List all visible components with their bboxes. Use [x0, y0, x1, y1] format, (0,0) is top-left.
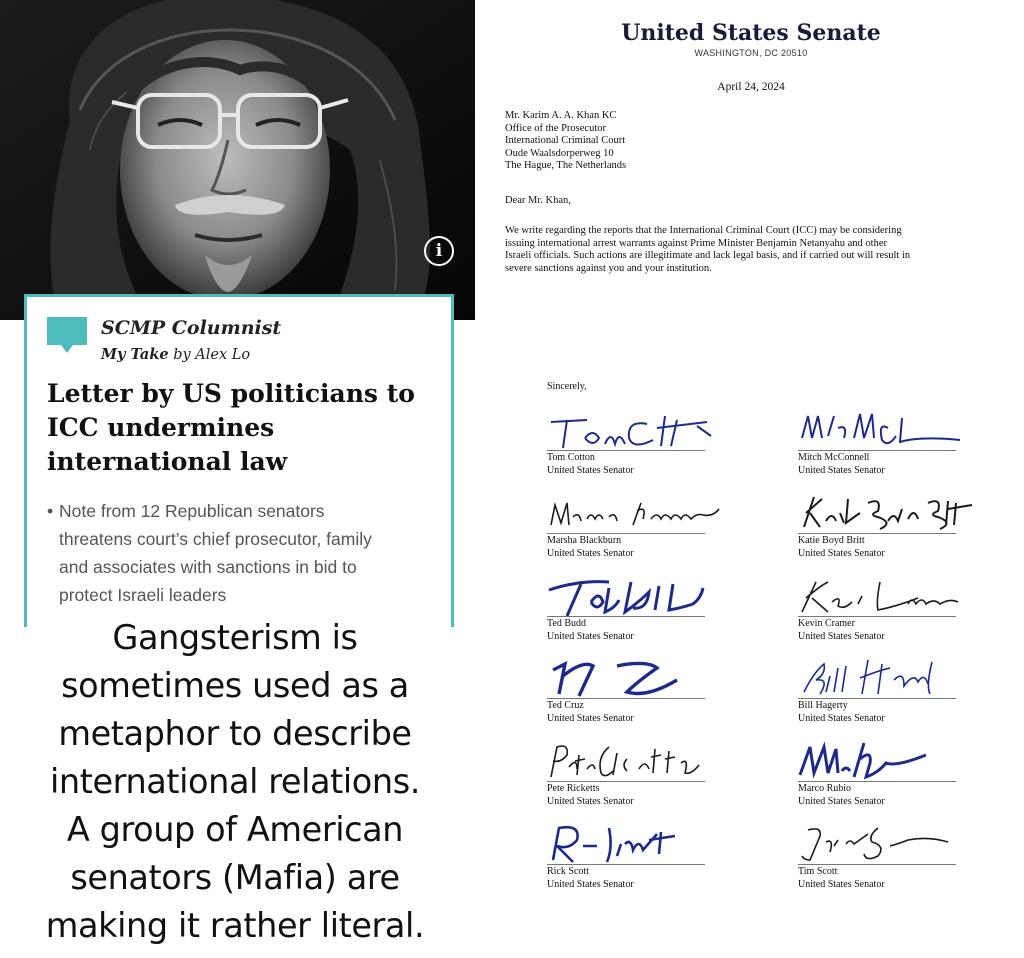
summary-line: threatens court’s chief prosecutor, family [59, 529, 372, 549]
signatory-name: Kevin Cramer [798, 618, 855, 629]
signature-scribble [547, 739, 727, 783]
signatory-name: Bill Hagerty [798, 700, 848, 711]
address-line: International Criminal Court [505, 135, 626, 146]
caption-line: senators (Mafia) are [70, 858, 400, 897]
letter-date: April 24, 2024 [717, 81, 785, 93]
signature-block [547, 656, 787, 736]
signature-scribble [798, 739, 978, 783]
info-icon[interactable]: i [424, 236, 454, 266]
recipient-address [505, 110, 626, 173]
signature-block [547, 574, 787, 654]
article-summary [47, 497, 427, 609]
caption-line: Gangsterism is [112, 618, 358, 657]
signature-block [547, 739, 787, 819]
article-byline [101, 346, 431, 363]
summary-line: and associates with sanctions in bid to [59, 557, 357, 577]
signature-line [547, 450, 705, 451]
signature-scribble [547, 574, 727, 618]
signatory-name: Rick Scott [547, 866, 589, 877]
signatory-name: Tim Scott [798, 866, 838, 877]
signature-block [547, 408, 787, 488]
caption-line: A group of American [66, 810, 404, 849]
signatory-title: United States Senator [798, 879, 885, 890]
signature-scribble [798, 574, 978, 618]
signature-block [798, 491, 1024, 571]
senate-letter [478, 0, 1024, 958]
signature-block [798, 574, 1024, 654]
signature-line [547, 698, 705, 699]
signature-scribble [547, 822, 727, 866]
signatory-title: United States Senator [547, 879, 634, 890]
address-line: Oude Waalsdorperweg 10 [505, 147, 614, 159]
signatory-name: Ted Cruz [547, 700, 584, 711]
address-line: The Hague, The Netherlands [505, 160, 627, 171]
address-line: Office of the Prosecutor [505, 122, 606, 134]
byline-author: by Alex Lo [168, 347, 251, 363]
letter-salutation: Dear Mr. Khan, [505, 195, 571, 206]
signature-block [798, 656, 1024, 736]
summary-line: Note from 12 Republican senators [59, 501, 325, 521]
signature-scribble [798, 491, 998, 535]
signatory-name: Marco Rubio [798, 783, 852, 794]
signature-block [798, 739, 1024, 819]
signatory-title: United States Senator [547, 465, 634, 476]
letterhead-title: United States Senate [621, 20, 881, 46]
caption-line: making it rather literal. [45, 906, 425, 945]
article-headline[interactable]: Letter by US politicians to ICC undermines international law [47, 379, 415, 476]
signature-line [798, 698, 956, 699]
signature-block [547, 822, 787, 902]
signatory-title: United States Senator [547, 796, 634, 807]
byline-column: My Take [101, 346, 169, 363]
signatory-name: Ted Budd [547, 618, 587, 629]
signature-line [798, 533, 956, 534]
signatory-title: United States Senator [798, 465, 885, 476]
signature-line [547, 533, 705, 534]
letter-body [505, 225, 1005, 275]
signature-scribble [798, 822, 978, 866]
signatory-title: United States Senator [547, 548, 634, 559]
meme-caption [0, 614, 470, 950]
body-line: Israeli officials. Such actions are illegitimate and lack legal basis, and if carried out will result in [505, 250, 911, 262]
signatory-name: Mitch McConnell [798, 452, 870, 463]
article-kicker: SCMP Columnist [101, 317, 282, 339]
signature-scribble [798, 656, 978, 700]
signature-block [798, 408, 1024, 488]
signature-scribble [547, 408, 717, 452]
body-line: issuing international arrest warrants against Prime Minister Benjamin Netanyahu and other [505, 237, 887, 249]
address-line: Mr. Karim A. A. Khan KC [505, 110, 617, 121]
letterhead-subtitle: WASHINGTON, DC 20510 [694, 48, 808, 58]
signature-line [547, 616, 705, 617]
signature-line [798, 616, 956, 617]
summary-line: protect Israeli leaders [59, 585, 227, 605]
caption-line: metaphor to describe [58, 714, 412, 753]
portrait-illustration [0, 0, 475, 320]
signature-scribble [798, 408, 968, 452]
body-line: severe sanctions against you and your institution. [505, 262, 712, 274]
caption-line: sometimes used as a [61, 666, 409, 705]
signatory-title: United States Senator [547, 713, 634, 724]
signatory-title: United States Senator [798, 548, 885, 559]
bullet-icon: • [47, 501, 54, 521]
signatory-name: Pete Ricketts [547, 783, 600, 794]
signatory-title: United States Senator [798, 631, 885, 642]
columnist-photo [0, 0, 475, 320]
signatory-title: United States Senator [547, 631, 634, 642]
letter-closing: Sincerely, [547, 381, 587, 392]
signature-line [798, 781, 956, 782]
signature-line [547, 864, 705, 865]
signature-block [798, 822, 1024, 902]
article-card[interactable] [24, 294, 454, 627]
speech-bubble-icon [47, 317, 87, 345]
signatory-title: United States Senator [798, 713, 885, 724]
signature-scribble [547, 656, 727, 700]
signature-line [798, 450, 956, 451]
signatory-title: United States Senator [798, 796, 885, 807]
signatory-name: Katie Boyd Britt [798, 535, 865, 546]
signature-scribble [547, 491, 747, 535]
body-line: We write regarding the reports that the International Criminal Court (ICC) may be considering [505, 225, 902, 236]
signature-block [547, 491, 787, 571]
signatory-name: Marsha Blackburn [547, 535, 622, 546]
caption-line: international relations. [49, 762, 421, 801]
signature-line [547, 781, 705, 782]
signature-line [798, 864, 956, 865]
signatory-name: Tom Cotton [547, 452, 595, 463]
